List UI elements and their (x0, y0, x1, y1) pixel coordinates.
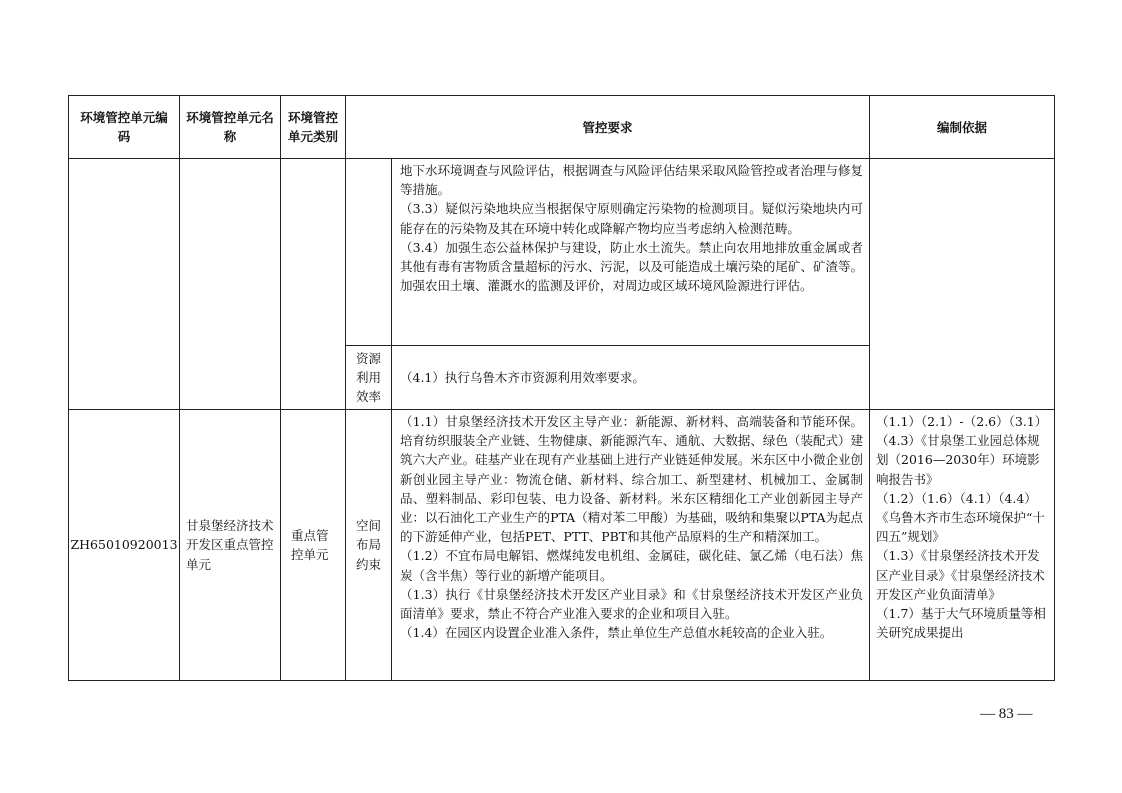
basis-cell-prev (870, 159, 1055, 410)
requirement-paragraph: （1.1）甘泉堡经济技术开发区主导产业：新能源、新材料、高端装备和节能环保。培育纺织服装全产业链、生物健康、新能源汽车、通航、大数据、绿色（装配式）建筑六大产业。硅基产业在现有产业基础上进行产业链延伸发展。米东区中小微企业创新创业园主导产业：物流仓储、新材料、综合加工、新型建材、机械加工、金属制品、塑料制品、彩印包装、电力设备、新材料。米东区精细化工产业创新园主导产业：以石油化工产业生产的PTA（精对苯二甲酸）为基础，吸纳和集聚以PTA为起点的下游延伸产业，包括PET、PTT、PBT和其他产品原料的生产和精深加工。 (400, 414, 864, 545)
table-row (69, 410, 1055, 681)
basis-item: （1.2）（1.6）（4.1）（4.4）《乌鲁木齐市生态环境保护“十四五”规划》 (876, 490, 1045, 545)
spatial-layout-requirements (392, 410, 870, 681)
basis-references (870, 410, 1055, 681)
subcategory-spatial-layout: 空间布局约束 (346, 410, 392, 681)
unit-code: ZH65010920013 (69, 410, 180, 681)
header-control-requirements: 管控要求 (346, 96, 870, 159)
control-requirements-table (68, 95, 1055, 681)
header-basis: 编制依据 (870, 96, 1055, 159)
table-header-row (69, 96, 1055, 159)
header-unit-category: 环境管控单元类别 (281, 96, 346, 159)
requirement-paragraph: 地下水环境调查与风险评估，根据调查与风险评估结果采取风险管控或者治理与修复等措施。 (400, 163, 864, 198)
requirement-paragraph: （1.3）执行《甘泉堡经济技术开发区产业目录》和《甘泉堡经济技术开发区产业负面清单》要求，禁止不符合产业准入要求的企业和项目入驻。 (400, 586, 864, 622)
unit-category: 重点管控单元 (281, 410, 346, 681)
header-unit-code: 环境管控单元编码 (69, 96, 180, 159)
requirement-paragraph: （3.4）加强生态公益林保护与建设，防止水土流失。禁止向农用地排放重金属或者其他有毒有害物质含量超标的污水、污泥，以及可能造成土壤污染的尾矿、矿渣等。加强农田土壤、灌溉水的监测及评价，对周边或区域环境风险源进行评估。 (400, 239, 864, 294)
unit-name-cell-prev (180, 159, 281, 410)
table-row (69, 159, 1055, 346)
unit-name: 甘泉堡经济技术开发区重点管控单元 (180, 410, 281, 681)
basis-item: （1.3）《甘泉堡经济技术开发区产业目录》《甘泉堡经济技术开发区产业负面清单》 (876, 548, 1045, 602)
page-number: — 83 — (980, 706, 1033, 722)
resource-efficiency-requirement: （4.1）执行乌鲁木齐市资源利用效率要求。 (392, 346, 870, 410)
header-unit-name: 环境管控单元名称 (180, 96, 281, 159)
requirement-paragraph: （1.2）不宜布局电解铝、燃煤纯发电机组、金属硅，碳化硅、氯乙烯（电石法）焦炭（含半焦）等行业的新增产能项目。 (400, 548, 864, 583)
unit-category-cell-prev (281, 159, 346, 410)
basis-item: （1.1）（2.1）-（2.6）（3.1）（4.3）《甘泉堡工业园总体规划（2016—2030年）环境影响报告书》 (876, 414, 1048, 487)
basis-item: （1.7）基于大气环境质量等相关研究成果提出 (876, 606, 1046, 641)
requirement-paragraph: （1.4）在园区内设置企业准入条件，禁止单位生产总值水耗较高的企业入驻。 (400, 625, 833, 641)
unit-code-cell-prev (69, 159, 180, 410)
pollution-control-requirements (392, 159, 870, 346)
subcategory-cell-prev (346, 159, 392, 346)
requirement-paragraph: （3.3）疑似污染地块应当根据保守原则确定污染物的检测项目。疑似污染地块内可能存在的污染物及其在环境中转化或降解产物均应当考虑纳入检测范畴。 (400, 201, 864, 236)
resource-efficiency-category: 资源利用效率 (346, 346, 392, 410)
